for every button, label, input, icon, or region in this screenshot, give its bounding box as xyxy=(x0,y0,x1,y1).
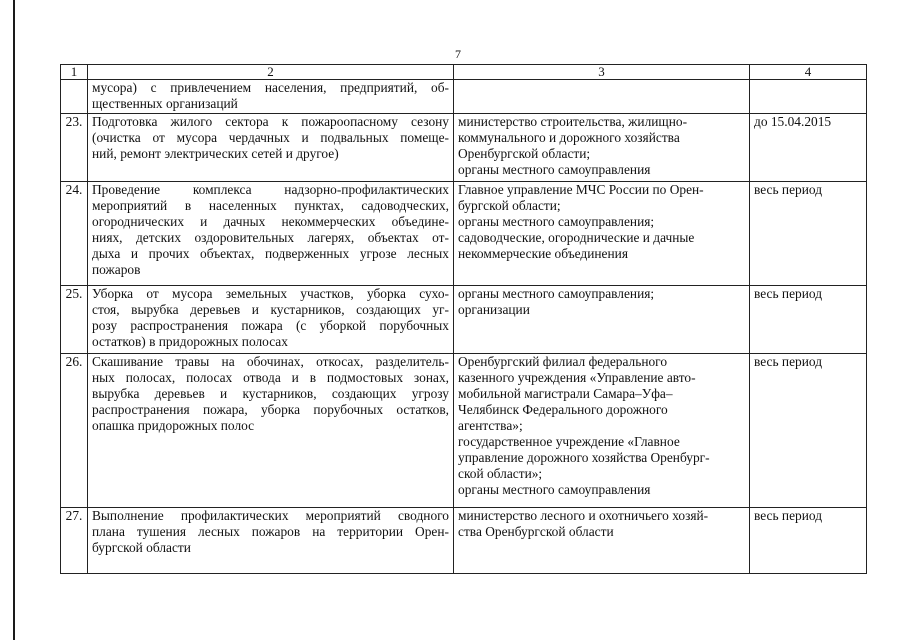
header-col-1: 1 xyxy=(61,65,88,80)
responsible-cell xyxy=(454,354,750,508)
measure-line: щественных организаций xyxy=(92,96,238,111)
measure-line: опашка придорожных полос xyxy=(92,418,255,433)
measure-cell xyxy=(88,354,454,508)
deadline-cell: весь период xyxy=(750,182,867,286)
fire-prevention-measures-table xyxy=(60,64,867,574)
measure-line: дыха и прочих объектах, подверженных угрозе лесных xyxy=(92,246,449,261)
table-row xyxy=(61,508,867,574)
measure-line: (очистка от мусора чердачных и подвальных помеще- xyxy=(92,130,449,145)
measure-cell xyxy=(88,80,454,114)
responsible-line: ской области»; xyxy=(458,466,543,481)
responsible-line: органы местного самоуправления xyxy=(458,482,651,497)
page-left-border xyxy=(13,0,15,640)
responsible-line: садоводческие, огороднические и дачные xyxy=(458,230,695,245)
responsible-line: бургской области; xyxy=(458,198,561,213)
row-number: 26. xyxy=(61,354,88,508)
measure-line: огороднических и дачных некоммерческих объедине- xyxy=(92,214,449,229)
measure-line: Выполнение профилактических мероприятий сводного xyxy=(92,508,449,523)
responsible-line: коммунального и дорожного хозяйства xyxy=(458,130,680,145)
measure-line: распространения пожара, уборка порубочных остатков, xyxy=(92,402,449,417)
responsible-cell xyxy=(454,114,750,182)
responsible-line: органы местного самоуправления xyxy=(458,162,651,177)
measure-line: остатков) в придорожных полосах xyxy=(92,334,288,349)
responsible-line: государственное учреждение «Главное xyxy=(458,434,680,449)
measure-line: плана тушения лесных пожаров на территории Орен- xyxy=(92,524,449,539)
deadline-cell: весь период xyxy=(750,354,867,508)
row-number: 27. xyxy=(61,508,88,574)
responsible-cell xyxy=(454,508,750,574)
row-number: 25. xyxy=(61,286,88,354)
deadline-cell: до 15.04.2015 xyxy=(750,114,867,182)
responsible-line: Челябинск Федерального дорожного xyxy=(458,402,668,417)
measure-line: ний, ремонт электрических сетей и другое) xyxy=(92,146,339,161)
measure-line: Скашивание травы на обочинах, откосах, разделитель- xyxy=(92,354,449,369)
responsible-line: организации xyxy=(458,302,530,317)
measure-cell xyxy=(88,508,454,574)
table-row xyxy=(61,114,867,182)
table-row xyxy=(61,182,867,286)
responsible-line: органы местного самоуправления; xyxy=(458,214,655,229)
row-number: 23. xyxy=(61,114,88,182)
measure-cell xyxy=(88,286,454,354)
deadline-cell: весь период xyxy=(750,286,867,354)
header-col-2: 2 xyxy=(88,65,454,80)
measure-line: вырубка деревьев и кустарников, создающих угрозу xyxy=(92,386,449,401)
page-number: 7 xyxy=(455,47,461,61)
measure-line: мусора) с привлечением населения, предприятий, об- xyxy=(92,80,449,95)
responsible-cell xyxy=(454,286,750,354)
header-col-3: 3 xyxy=(454,65,750,80)
measure-line: стоя, вырубка деревьев и кустарников, создающих уг- xyxy=(92,302,449,317)
responsible-line: мобильной магистрали Самара–Уфа– xyxy=(458,386,673,401)
table-row xyxy=(61,286,867,354)
measure-cell xyxy=(88,114,454,182)
responsible-line: ства Оренбургской области xyxy=(458,524,614,539)
responsible-line: министерство строительства, жилищно- xyxy=(458,114,688,129)
table-header-row xyxy=(61,65,867,80)
responsible-line: казенного учреждения «Управление авто- xyxy=(458,370,696,385)
responsible-line: Оренбургский филиал федерального xyxy=(458,354,668,369)
table-row xyxy=(61,80,867,114)
measure-line: пожаров xyxy=(92,262,141,277)
measure-line: мероприятий в населенных пунктах, садоводческих, xyxy=(92,198,449,213)
responsible-cell xyxy=(454,182,750,286)
responsible-line: управление дорожного хозяйства Оренбург- xyxy=(458,450,710,465)
responsible-cell xyxy=(454,80,750,114)
row-number: 24. xyxy=(61,182,88,286)
row-number xyxy=(61,80,88,114)
measure-line: бургской области xyxy=(92,540,191,555)
responsible-line: Главное управление МЧС России по Орен- xyxy=(458,182,704,197)
responsible-line: Оренбургской области; xyxy=(458,146,591,161)
responsible-line: агентства»; xyxy=(458,418,523,433)
responsible-line: министерство лесного и охотничьего хозяй- xyxy=(458,508,709,523)
responsible-line: органы местного самоуправления; xyxy=(458,286,655,301)
measure-line: Подготовка жилого сектора к пожароопасному сезону xyxy=(92,114,449,129)
measure-line: Уборка от мусора земельных участков, уборка сухо- xyxy=(92,286,449,301)
table-row xyxy=(61,354,867,508)
measure-cell xyxy=(88,182,454,286)
measure-line: Проведение комплекса надзорно-профилактических xyxy=(92,182,449,197)
measure-line: ниях, детских оздоровительных лагерях, объектах от- xyxy=(92,230,449,245)
responsible-line: некоммерческие объединения xyxy=(458,246,628,261)
deadline-cell: весь период xyxy=(750,508,867,574)
measure-line: ных полосах, полосах отвода и в подмостовых зонах, xyxy=(92,370,449,385)
measure-line: розу распространения пожара (с уборкой порубочных xyxy=(92,318,449,333)
deadline-cell xyxy=(750,80,867,114)
header-col-4: 4 xyxy=(750,65,867,80)
